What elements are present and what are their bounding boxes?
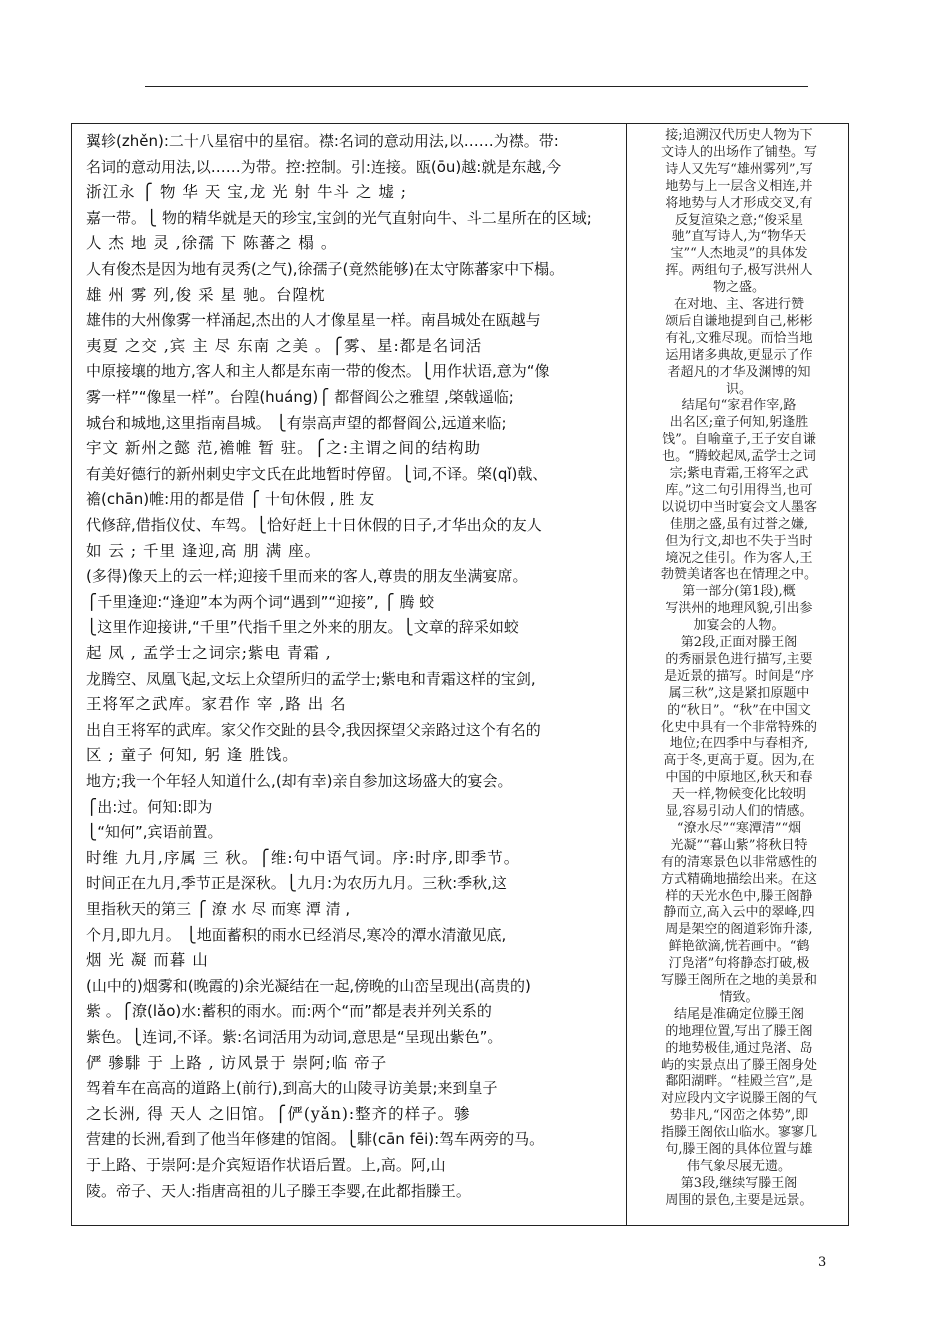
commentary-line: 势非凡,“冈峦之体势”,即 [669,1108,809,1124]
annotation-line: 时间正在九月,季节正是深秋。⎩九月:为农历九月。三秋:季秋,这 [86,874,507,893]
annotation-line: 名词的意动用法,以……为带。控:控制。引:连接。瓯(ōu)越:就是东越,今 [86,157,562,176]
commentary-line: 中国的中原地区,秋天和春 [665,770,813,786]
commentary-line: “潦水尽”“寒潭清”“烟 [676,820,802,836]
annotation-line: 翼轸(zhěn):二十八星宿中的星宿。襟:名词的意动用法,以……为襟。带: [86,132,559,150]
commentary-line: 鲜艳欲滴,恍若画中。“鹤 [668,939,810,955]
commentary-line: 有礼,文雅尽现。而恰当地 [665,330,813,346]
annotation-line: (多得)像天上的云一样;迎接千里而来的客人,尊贵的朋友坐满宴席。 [86,567,528,586]
commentary-line: 伟气象尽展无遗。 [686,1158,791,1174]
commentary-line: 屿的实景点出了滕王阁身处 [660,1057,817,1073]
annotation-line: ⎧千里逢迎:“逢迎”本为两个词“遇到”“迎接”, ⎧ 腾 蛟 [86,592,435,611]
annotation-line: 代修辞,借指仪仗、车驾。⎩恰好赶上十日休假的日子,才华出众的友人 [86,516,542,534]
commentary-line: 结尾是准确定位滕王阁 [673,1006,804,1022]
annotation-line: 营建的长洲,看到了他当年修建的馆阁。⎩騑(cān fēi):驾车两旁的马。 [86,1130,545,1149]
commentary-line: 挥。两组句子,极写洪州人 [665,263,813,279]
commentary-line: 以说切中当时宴会文人墨客 [660,499,817,515]
commentary-line: 第2段,正面对滕王阁 [680,635,798,650]
original-text-line: 烟 光 凝 而暮 山 [86,951,209,970]
original-text-line: 浙江永 ⎧ 物 华 天 宝,龙 光 射 牛斗 之 墟 ; [86,183,407,202]
original-text-line: 俨 骖騑 于 上路 , 访风景于 崇阿;临 帝子 [86,1053,388,1072]
commentary-line: 反复渲染之意;“俊采星 [674,212,804,228]
annotation-line: 紫色。⎩连词,不译。紫:名词活用为动词,意思是“呈现出紫色”。 [86,1028,503,1046]
commentary-line: 宗;紫电青霜,王将军之武 [669,466,809,481]
commentary-line: 高于冬,更高于夏。因为,在 [663,753,815,769]
commentary-line: 的地理位置,写出了滕王阁 [665,1023,813,1039]
commentary-line: 但为行文,却也不失于当时 [665,533,813,549]
annotation-line: 人有俊杰是因为地有灵秀(之气),徐孺子(竟然能够)在太守陈蕃家中下榻。 [86,260,565,278]
commentary-line: 接;追溯汉代历史人物为下 [665,128,813,143]
annotation-line: 雾一样”“像星一样”。台隍(huáng)⎧ 都督阎公之雅望 ,棨戟遥临; [86,388,514,406]
commentary-line: 者超凡的才华及渊博的知 [667,364,811,380]
commentary-line: 周是架空的阁道彩饰升漆, [665,922,813,938]
commentary-line: 鄱阳湖畔。“桂殿兰宫”,是 [665,1074,813,1090]
commentary-line: 将地势与人才形成交叉,有 [665,195,813,211]
header-rule [145,86,808,87]
commentary-line: 诗人又先写“雄州雾列”,写 [665,161,813,177]
annotation-line: 地方;我一个年轻人知道什么,(却有幸)亲自参加这场盛大的宴会。 [86,772,513,790]
original-text-line: 雄 州 雾 列,俊 采 星 驰。台隍枕 [86,285,326,304]
annotation-line: 紫 。⎧潦(lǎo)水:蓄积的雨水。而:两个“而”都是表并列关系的 [86,1002,492,1021]
annotation-line: 于上路、于崇阿:是介宾短语作状语后置。上,高。阿,山 [86,1156,446,1174]
commentary-line: 结尾句“家君作宰,路 [681,398,797,414]
commentary-line: 饯”。自喻童子,王子安自谦 [662,432,816,448]
column-divider [626,124,627,1225]
annotation-line: 里指秋天的第三 ⎧ 潦 水 尽 而寒 潭 清 , [86,900,351,918]
annotation-line: 雄伟的大州像雾一样涌起,杰出的人才像星星一样。南昌城处在瓯越与 [86,311,541,330]
original-text-line: 王将军之武库。家君作 宰 ,路 出 名 [86,695,347,714]
original-text-line: 夷夏 之交 ,宾 主 尽 东南 之美 。⎧雾、星:都是名词活 [86,336,483,355]
commentary-line: 的地势极佳,通过凫渚、岛 [665,1040,813,1056]
commentary-line: 周围的景色,主要是远景。 [665,1192,813,1208]
commentary-line: 情致。 [719,989,759,1005]
commentary-line: 显,容易引动人们的情感。 [665,804,813,819]
commentary-line: 出名区;童子何知,躬逢胜 [669,415,809,431]
commentary-line: 驰”直写诗人,为“物华天 [671,229,807,245]
commentary-line: 第3段,继续写滕王阁 [680,1175,798,1191]
annotation-line: 龙腾空、凤凰飞起,文坛上众望所归的孟学士;紫电和青霜这样的宝剑, [86,669,536,688]
commentary-line: 句,滕王阁的具体位置与雄 [665,1142,813,1157]
commentary-line: 勃赞美诸客也在情理之中。 [660,567,817,583]
annotation-line: (山中的)烟雾和(晚霞的)余光凝结在一起,傍晚的山峦呈现出(高贵的) [86,976,531,995]
annotation-line: 城台和城地,这里指南昌城。 ⎩有崇高声望的都督阎公,远道来临; [86,413,507,432]
commentary-line: 也。“腾蛟起凤,孟学士之词 [662,449,816,465]
commentary-line: 识。 [725,381,752,397]
commentary-line: 颂后自谦地提到自己,彬彬 [665,313,813,329]
commentary-line: 物之盛。 [712,280,765,296]
commentary-line: 写洪州的地理风貌,引出参 [665,601,813,617]
commentary-line: 写滕王阁所在之地的美景和 [660,973,817,988]
original-text-line: 区 ; 童子 何知, 躬 逢 胜饯。 [86,746,299,765]
annotation-line: 个月,即九月。 ⎩地面蓄积的雨水已经消尽,寒冷的潭水清澈见底, [86,925,507,944]
commentary-line: 文诗人的出场作了铺垫。写 [660,144,817,160]
annotation-line: 出自王将军的武库。家父作交趾的县令,我因探望父亲路过这个有名的 [86,720,541,739]
commentary-line: 天一样,物候变化比较明 [671,787,807,803]
original-text-line: 起 凤 , 孟学士之词宗;紫电 青霜 , [86,644,332,662]
annotation-line: 有美好德行的新州刺史宇文氏在此地暂时停留。⎩词,不译。棨(qǐ)戟、 [86,464,548,483]
commentary-line: 光凝”“暮山紫”将秋日特 [670,837,808,853]
commentary-line: 佳朋之盛,虽有过誉之嫌, [669,516,809,532]
commentary-line: 方式精确地描绘出来。在这 [660,871,817,887]
commentary-line: 的“秋日”。“秋”在中国文 [667,702,811,718]
annotation-line: 中原接壤的地方,客人和主人都是东南一带的俊杰。⎩用作状语,意为“像 [86,362,550,381]
commentary-line: 境况之佳引。作为客人,王 [665,550,813,566]
annotation-line: 驾着车在高高的道路上(前行),到高大的山陵寻访美景;来到皇子 [86,1079,498,1098]
page-number: 3 [818,1255,827,1270]
annotation-line: ⎧出:过。何知:即为 [86,797,213,816]
commentary-line: 化史中具有一个非常特殊的 [660,719,817,735]
commentary-line: 静而立,高入云中的翠峰,四 [663,905,815,921]
commentary-line: 属三秋”,这是紧扣原题中 [668,685,810,701]
annotation-line: ⎩这里作迎接讲,“千里”代指千里之外来的朋友。⎩文章的辞采如蛟 [86,618,519,637]
commentary-line: 的秀丽景色进行描写,主要 [665,651,813,667]
commentary-line: 是近景的描写。时间是“序 [664,668,814,684]
commentary-line: 样的天光水色中,滕王阁静 [665,888,813,904]
original-text-line: 如 云 ; 千里 逢迎,高 朋 满 座。 [86,541,322,560]
annotation-line: 嘉一带。⎩ 物的精华就是天的珍宝,宝剑的光气直射向牛、斗二星所在的区域; [86,208,592,227]
original-text-line: 人 杰 地 灵 ,徐孺 下 陈蕃之 榻 。 [86,234,338,253]
commentary-line: 在对地、主、客进行赞 [673,297,804,312]
commentary-line: 第一部分(第1段),概 [682,584,796,600]
commentary-line: 加宴会的人物。 [693,618,785,634]
content-table [71,123,849,1226]
commentary-line: 对应段内文字说滕王阁的气 [660,1091,817,1107]
commentary-line: 地位;在四季中与春相齐, [669,736,809,752]
commentary-line: 汀凫渚”句将静态打破,极 [668,956,810,972]
original-text-line: 时维 九月,序属 三 秋。⎧维:句中语气词。序:时序,即季节。 [86,848,521,867]
annotation-line: 陵。帝子、天人:指唐高祖的儿子滕王李婴,在此都指滕王。 [86,1181,471,1200]
commentary-line: 宝”“人杰地灵”的具体发 [670,246,808,262]
original-text-line: 宇文 新州之懿 范,襜帷 暂 驻。⎧之:主谓之间的结构助 [86,439,481,458]
commentary-line: 指滕王阁依山临水。寥寥几 [660,1125,817,1141]
annotation-line: 襜(chān)帷:用的都是借 ⎧ 十旬休假 , 胜 友 [86,490,375,509]
commentary-line: 地势与上一层含义相连,并 [665,178,813,194]
commentary-line: 运用诸多典故,更显示了作 [665,347,813,363]
commentary-line: 库。”这二句引用得当,也可 [665,482,813,498]
commentary-line: 有的清寒景色以非常感性的 [660,854,817,870]
annotation-line: ⎩“知何”,宾语前置。 [86,823,223,842]
original-text-line: 之长洲, 得 天人 之旧馆。⎧俨(yǎn):整齐的样子。骖 [86,1104,471,1123]
